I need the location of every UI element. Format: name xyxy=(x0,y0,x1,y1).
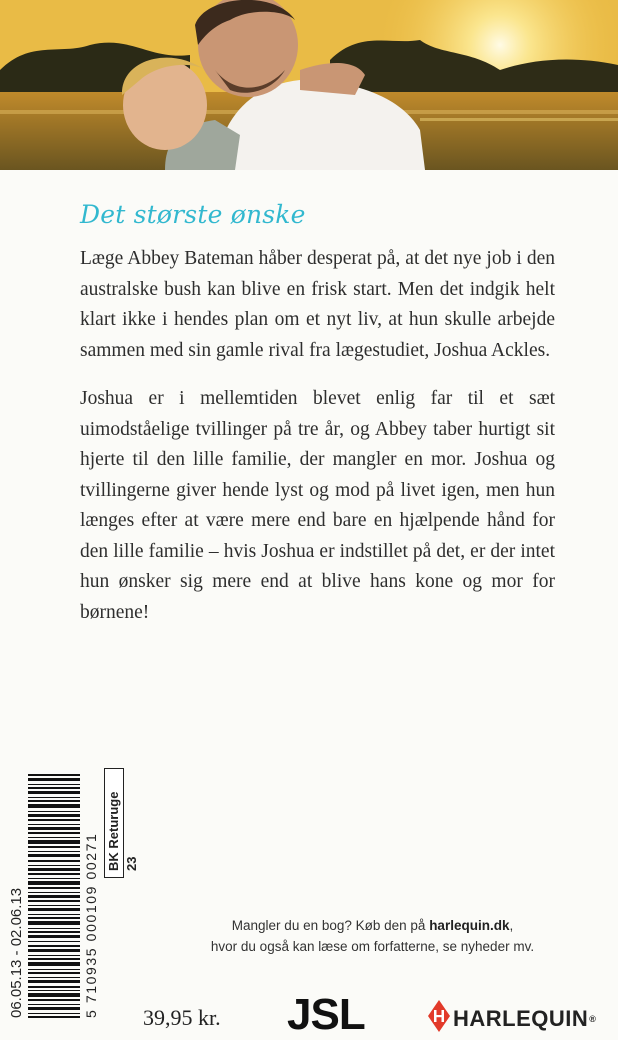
book-title: Det største ønske xyxy=(80,200,306,229)
price: 39,95 kr. xyxy=(143,1005,221,1030)
jsl-logo: JSL xyxy=(287,990,365,1039)
return-date-range: 06.05.13 - 02.06.13 xyxy=(8,887,25,1018)
cover-photo xyxy=(0,0,618,170)
promo-line-2: hvor du også kan læse om forfatterne, se nyheder mv. xyxy=(210,939,535,954)
synopsis xyxy=(80,244,555,646)
barcode-area xyxy=(6,768,139,1028)
harlequin-wordmark: HARLEQUIN® xyxy=(453,1006,597,1031)
synopsis-paragraph-2: Joshua er i mellemtiden blevet enlig far til et sæt uimodståelige tvillinger på tre år, og Abbey taber hurtigt sit hjerte til den lille familie, der mangler en mor. Joshua og tvillingerne giver hende lyst og mod på livet igen, men hun længes efter at være mere end bare en hjælpende hånd for den lille familie – hvis Joshua er indstillet på det, er der intet hun ønsker sig mere end at blive hans kone og mor for børnene! xyxy=(80,388,555,623)
store-promo xyxy=(200,915,545,957)
cover-photo-illustration xyxy=(0,0,618,170)
synopsis-paragraph-1: Læge Abbey Bateman håber desperat på, at det nye job i den australske bush kan blive en frisk start. Men det indgik helt klart ikke i hendes plan om et nyt liv, at hun skulle arbejde sammen med sin gamle rival fra lægestudiet, Joshua Ackles. xyxy=(80,248,555,361)
harlequin-logo xyxy=(428,1000,596,1032)
harlequin-diamond-icon xyxy=(428,1000,450,1032)
barcode-bars xyxy=(28,768,80,1028)
promo-line-1: Mangler du en bog? Køb den på harlequin.dk, xyxy=(231,918,514,933)
barcode-number: 5 710935 000109 00271 xyxy=(83,832,99,1018)
return-week-badge: BK Returuge 23 xyxy=(104,768,124,878)
harlequin-link[interactable]: harlequin.dk xyxy=(429,918,510,933)
